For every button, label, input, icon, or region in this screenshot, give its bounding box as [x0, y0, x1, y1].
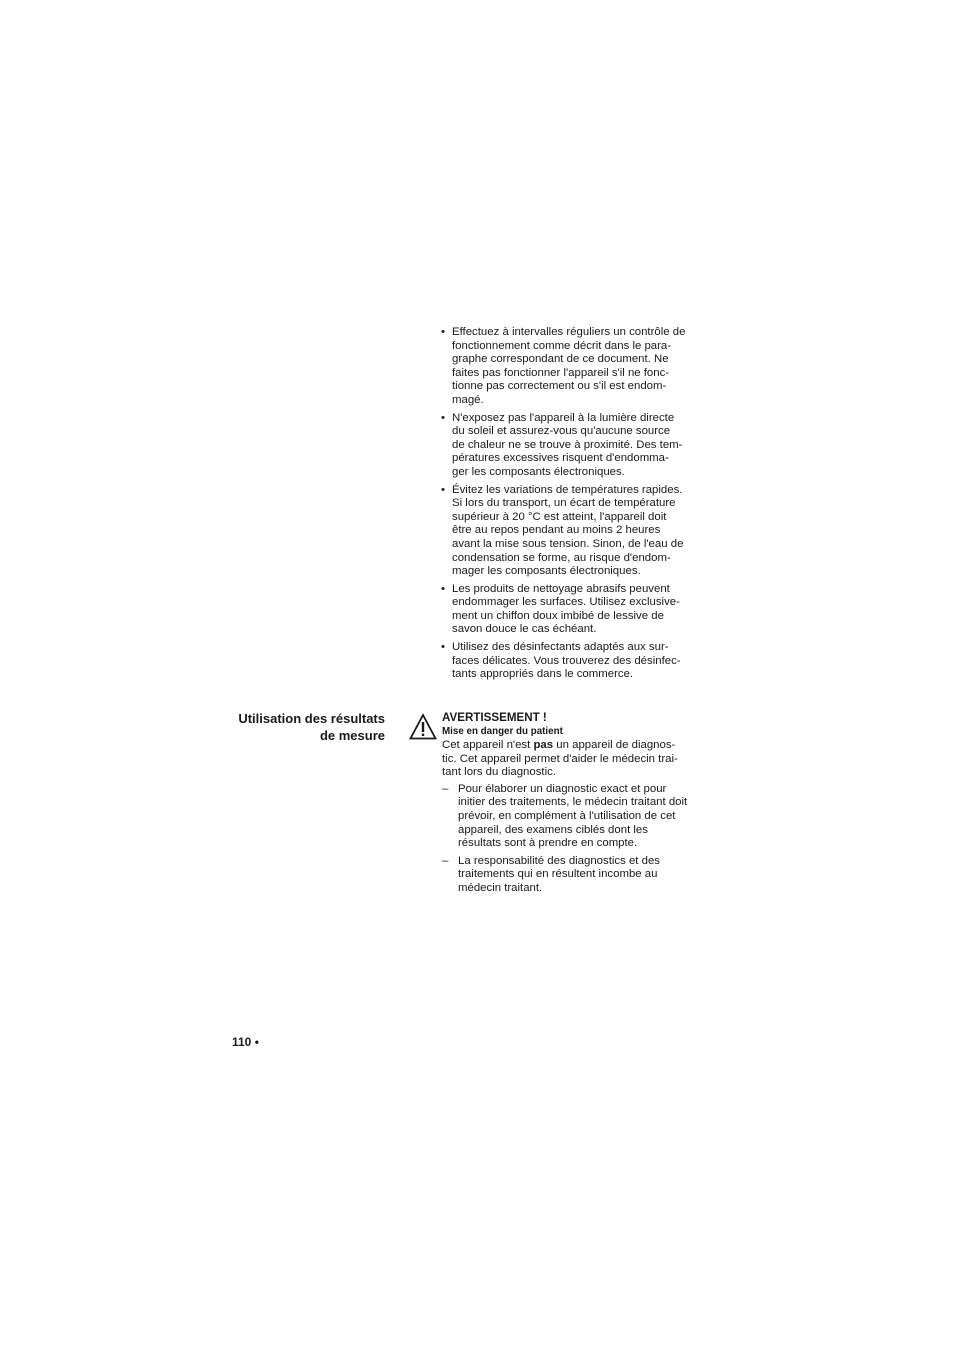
list-item-line: ger les composants électroniques.: [452, 465, 625, 478]
list-item-line: condensation se forme, au risque d'endom-: [452, 551, 671, 564]
list-item-line: avant la mise sous tension. Sinon, de l'eau de: [452, 537, 684, 550]
intro-text: un appareil de diagnos-: [553, 739, 676, 751]
list-item-line: ment un chiffon doux imbibé de lessive de: [452, 609, 664, 622]
list-item-line: fonctionnement comme décrit dans le para-: [452, 339, 672, 352]
list-item-line: graphe correspondant de ce document. Ne: [452, 353, 669, 366]
section-heading: [238, 710, 385, 744]
bullet-marker: •: [441, 641, 445, 654]
dash-marker: –: [442, 782, 449, 795]
page-number: 110 •: [232, 1035, 259, 1049]
list-item-line: être au repos pendant au moins 2 heures: [452, 524, 661, 537]
list-item-line: faces délicates. Vous trouverez des désinfec-: [452, 654, 681, 667]
bullet-marker: •: [441, 582, 445, 595]
list-item-line: faites pas fonctionner l'appareil s'il ne fonc-: [452, 366, 670, 379]
list-item-line: initier des traitements, le médecin traitant doit: [458, 796, 688, 809]
list-item-line: endommager les surfaces. Utilisez exclusive-: [452, 596, 680, 609]
list-item-line: N'exposez pas l'appareil à la lumière directe: [452, 411, 675, 424]
list-item-line: du soleil et assurez-vous qu'aucune source: [452, 425, 671, 438]
list-item: [441, 412, 693, 480]
warning-intro: [442, 739, 697, 780]
bullet-marker: •: [441, 411, 445, 424]
list-item-line: La responsabilité des diagnostics et des: [458, 854, 660, 867]
list-item-line: Utilisez des désinfectants adaptés aux sur-: [452, 641, 669, 654]
list-item-line: résultats sont à prendre en compte.: [458, 837, 638, 850]
bullet-marker: •: [441, 483, 445, 496]
warning-title: AVERTISSEMENT !: [442, 711, 547, 724]
list-item: [441, 583, 693, 637]
list-item-line: Les produits de nettoyage abrasifs peuvent: [452, 582, 670, 595]
warning-triangle-icon: [409, 713, 437, 741]
section-heading-line: Utilisation des résultats: [238, 711, 385, 726]
list-item-line: pératures excessives risquent d'endomma-: [452, 452, 669, 465]
intro-text: Cet appareil n'est: [442, 739, 534, 751]
list-item: [441, 641, 693, 682]
warning-subtitle: Mise en danger du patient: [442, 726, 563, 737]
list-item: [441, 326, 693, 408]
bullet-marker: •: [441, 326, 445, 338]
list-item-line: Évitez les variations de températures rapides.: [452, 483, 683, 496]
list-item-line: savon douce le cas échéant.: [452, 623, 597, 636]
list-item-line: Effectuez à intervalles réguliers un contrôle de: [452, 326, 686, 338]
precautions-list: [441, 326, 693, 686]
list-item-line: médecin traitant.: [458, 881, 543, 894]
list-item: [442, 783, 697, 851]
intro-emphasis: pas: [533, 739, 554, 751]
warning-points-list: [442, 783, 697, 896]
warning-intro-line: tic. Cet appareil permet d'aider le médecin trai-: [442, 752, 678, 765]
list-item-line: mager les composants électroniques.: [452, 565, 641, 578]
warning-intro-line: [442, 739, 697, 753]
list-item-line: de chaleur ne se trouve à proximité. Des tem-: [452, 438, 683, 451]
list-item-line: Pour élaborer un diagnostic exact et pour: [458, 782, 667, 795]
list-item-line: traitements qui en résultent incombe au: [458, 868, 658, 881]
list-item-line: prévoir, en complément à l'utilisation de cet: [458, 809, 676, 822]
list-item: [441, 484, 693, 579]
warning-block: [442, 711, 697, 900]
section-heading-line: de mesure: [319, 728, 385, 743]
list-item-line: magé.: [452, 393, 484, 406]
list-item-line: appareil, des examens ciblés dont les: [458, 823, 648, 836]
warning-intro-line: tant lors du diagnostic.: [442, 766, 556, 779]
list-item: [442, 855, 697, 896]
list-item-line: tionne pas correctement ou s'il est endom-: [452, 380, 667, 393]
list-item-line: supérieur à 20 °C est atteint, l'appareil doit: [452, 510, 667, 523]
list-item-line: tants appropriés dans le commerce.: [452, 668, 634, 681]
dash-marker: –: [442, 854, 449, 867]
list-item-line: Si lors du transport, un écart de température: [452, 497, 676, 510]
